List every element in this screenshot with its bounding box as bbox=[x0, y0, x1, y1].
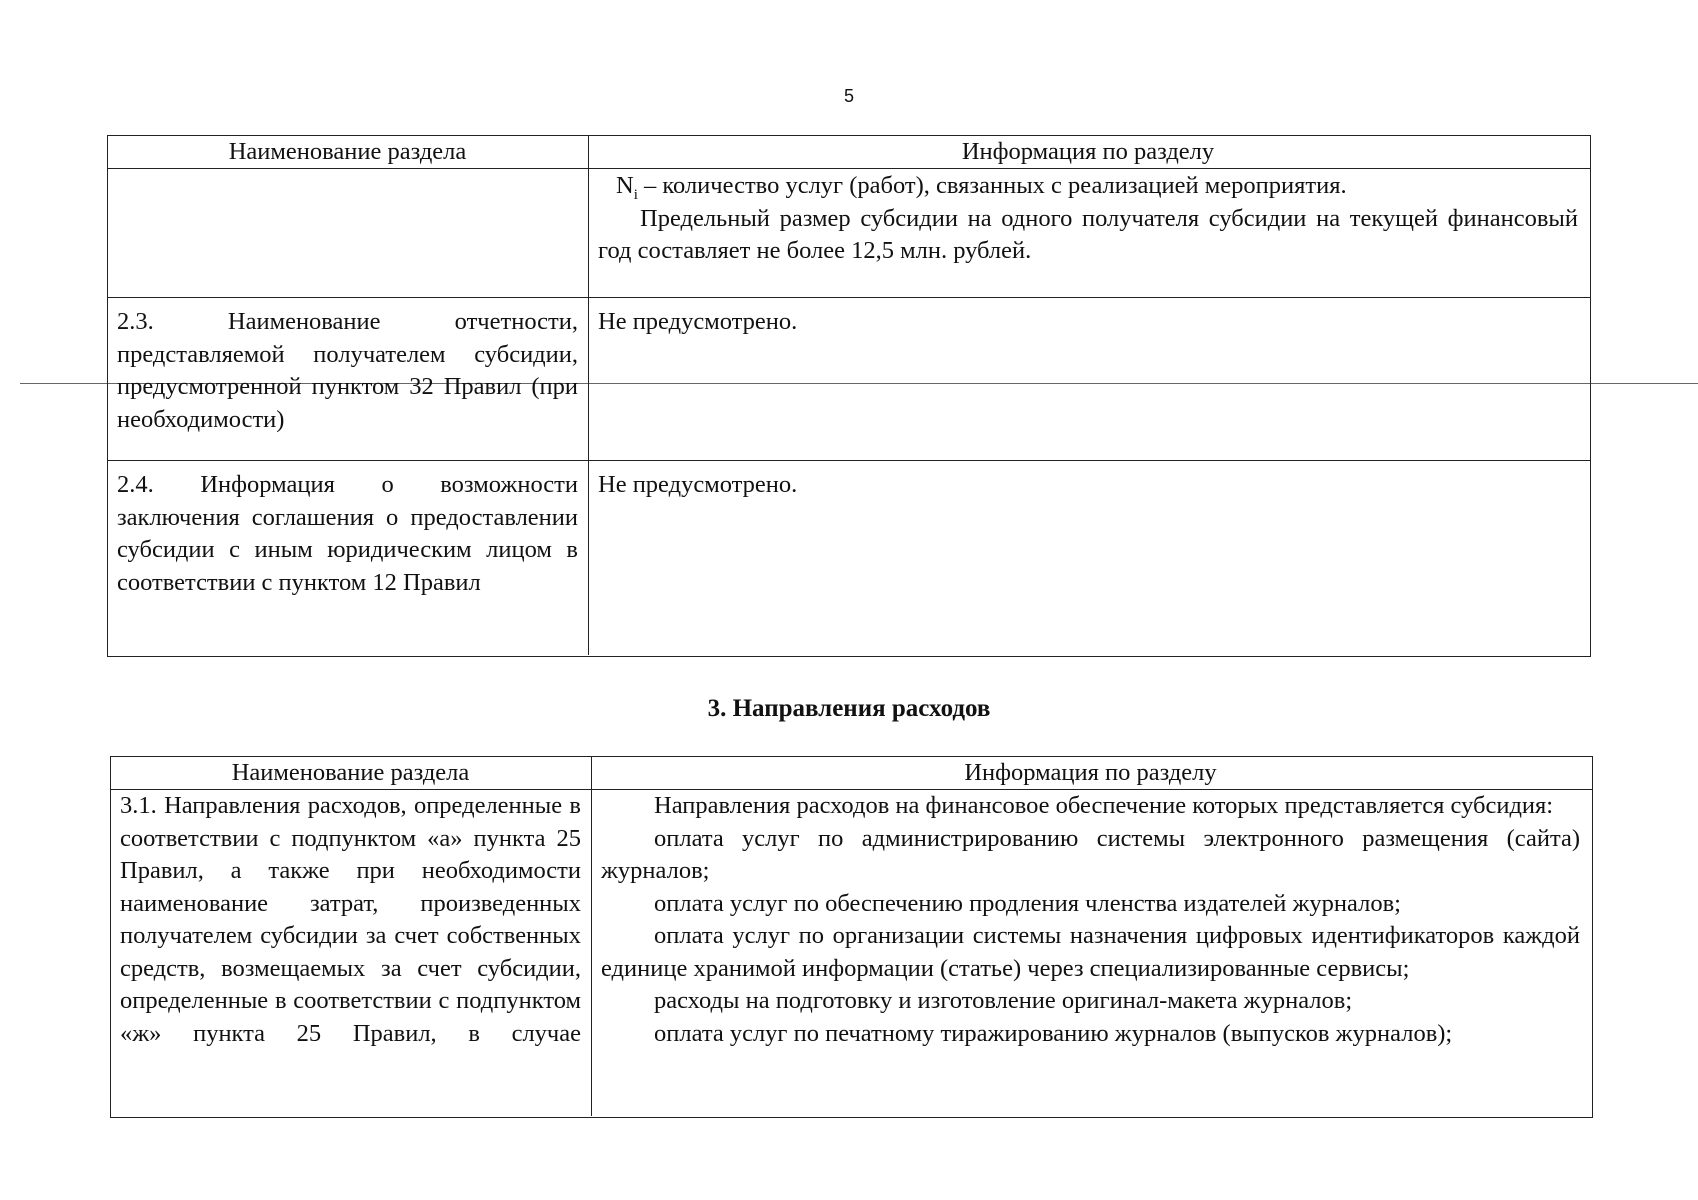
formula-cell bbox=[589, 169, 1590, 297]
section-name-2-4: 2.4. Информация о возможности заключения соглашения о предоставлении субсидии с иным юридическим лицом в соответствии с пунктом 12 Правил bbox=[108, 461, 589, 655]
expense-paragraph-identifiers: оплата услуг по организации системы назначения цифровых идентификаторов каждой единице хранимой информации (статье) через специализированные сервисы; bbox=[601, 922, 1580, 982]
table-row-3-1 bbox=[111, 790, 1592, 1116]
table-row-formula bbox=[108, 169, 1590, 298]
section-info-2-4: Не предусмотрено. bbox=[598, 471, 798, 498]
expense-paragraph-intro: Направления расходов на финансовое обеспечение которых представляется субсидия: bbox=[654, 792, 1554, 819]
table-section-3 bbox=[110, 756, 1593, 1118]
page-number: 5 bbox=[843, 86, 854, 106]
header-section-name: Наименование раздела bbox=[108, 136, 589, 168]
section-info-3-1 bbox=[592, 790, 1592, 1116]
table-row-2-3 bbox=[108, 298, 1590, 461]
formula-description: – количество услуг (работ), связанных с реализацией мероприятия. bbox=[637, 172, 1347, 199]
header-section-info: Информация по разделу bbox=[964, 759, 1217, 786]
section-name-3-1: 3.1. Направления расходов, определенные в соответствии с подпунктом «а» пункта 25 Правил, а также при необходимости наименование затрат, произведенных получателем субсидии за счет собственных средств, возмещаемых за счет субсидии, определенные в соответствии с подпунктом «ж» пункта 25 Правил, в случае bbox=[111, 790, 592, 1116]
section-3-title: 3. Направления расходов bbox=[707, 695, 991, 722]
formula-symbol: N bbox=[616, 172, 634, 199]
expense-paragraph-layout: расходы на подготовку и изготовление оригинал-макета журналов; bbox=[654, 987, 1353, 1014]
formula-subscript: i bbox=[633, 186, 638, 203]
subsidy-limit-text: Предельный размер субсидии на одного получателя субсидии на текущей финансовый год составляет не более 12,5 млн. рублей. bbox=[598, 204, 1578, 264]
header-section-info: Информация по разделу bbox=[961, 138, 1215, 165]
table-section-2 bbox=[107, 135, 1591, 657]
section-name-2-3: 2.3. Наименование отчетности, представляемой получателем субсидии, предусмотренной пунктом 32 Правил (при необходимости) bbox=[108, 298, 589, 460]
table-header-row bbox=[111, 757, 1592, 790]
empty-cell bbox=[108, 169, 589, 297]
table-header-row bbox=[108, 136, 1590, 169]
expense-paragraph-admin: оплата услуг по администрированию системы электронного размещения (сайта) журналов; bbox=[601, 824, 1580, 884]
expense-paragraph-membership: оплата услуг по обеспечению продления членства издателей журналов; bbox=[654, 889, 1401, 917]
section-info-2-3: Не предусмотрено. bbox=[598, 308, 798, 335]
expense-paragraph-printing: оплата услуг по печатному тиражированию журналов (выпусков журналов); bbox=[654, 1019, 1453, 1047]
table-row-2-4 bbox=[108, 461, 1590, 655]
formula-line bbox=[598, 170, 1578, 203]
header-section-name: Наименование раздела bbox=[111, 757, 592, 789]
